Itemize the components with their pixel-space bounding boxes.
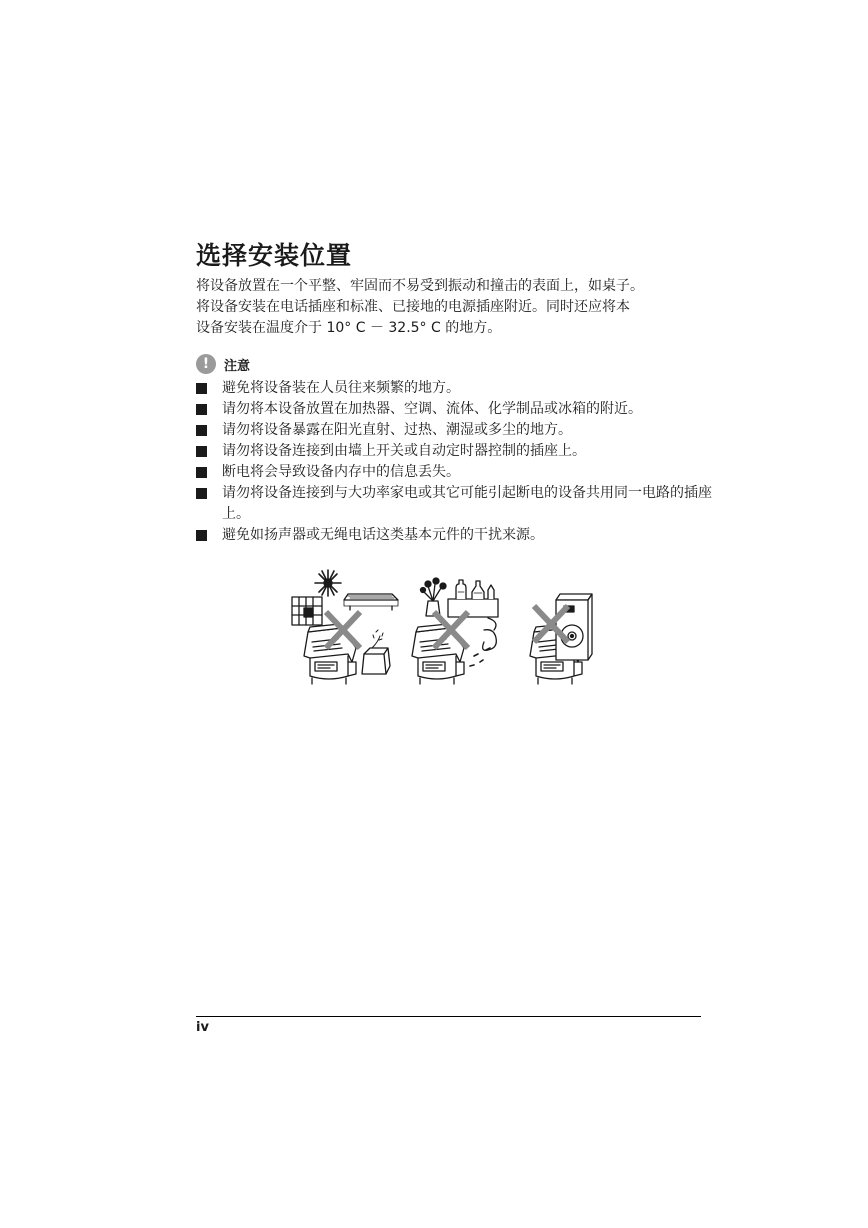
caution-heading <box>196 354 250 374</box>
list-item <box>196 525 716 546</box>
bullet-square-icon <box>196 467 207 478</box>
intro-line: 将设备放置在一个平整、牢固而不易受到振动和撞击的表面上，如桌子。 <box>196 278 644 294</box>
intro-paragraph <box>196 276 716 339</box>
list-item-text: 请勿将设备连接到由墙上开关或自动定时器控制的插座上。 <box>222 443 586 459</box>
intro-line: 设备安装在温度介于 10° C － 32.5° C 的地方。 <box>196 320 502 336</box>
list-item <box>196 420 716 441</box>
footer-divider <box>196 1016 701 1017</box>
list-item-text: 请勿将本设备放置在加热器、空调、流体、化学制品或冰箱的附近。 <box>222 401 642 417</box>
bullet-square-icon <box>196 446 207 457</box>
bullet-square-icon <box>196 425 207 436</box>
list-item <box>196 399 716 420</box>
exclamation-icon: ! <box>196 354 216 374</box>
caution-list <box>196 378 716 546</box>
intro-line: 将设备安装在电话插座和标准、已接地的电源插座附近。同时还应将本 <box>196 299 630 315</box>
list-item-text: 避免将设备装在人员往来频繁的地方。 <box>222 380 460 396</box>
placement-warning-illustration <box>288 566 608 691</box>
bullet-square-icon <box>196 530 207 541</box>
bullet-square-icon <box>196 488 207 499</box>
bullet-square-icon <box>196 383 207 394</box>
list-item-text: 避免如扬声器或无绳电话这类基本元件的干扰来源。 <box>222 527 544 543</box>
page-title: 选择安装位置 <box>196 241 353 270</box>
list-item-text: 断电将会导致设备内存中的信息丢失。 <box>222 464 460 480</box>
caution-label: 注意 <box>224 358 251 374</box>
list-item <box>196 441 716 462</box>
list-item <box>196 483 716 525</box>
list-item-text: 请勿将设备连接到与大功率家电或其它可能引起断电的设备共用同一电路的插座上。 <box>222 485 712 522</box>
bullet-square-icon <box>196 404 207 415</box>
list-item <box>196 378 716 399</box>
list-item-text: 请勿将设备暴露在阳光直射、过热、潮湿或多尘的地方。 <box>222 422 572 438</box>
page-number: iv <box>196 1020 209 1035</box>
list-item <box>196 462 716 483</box>
